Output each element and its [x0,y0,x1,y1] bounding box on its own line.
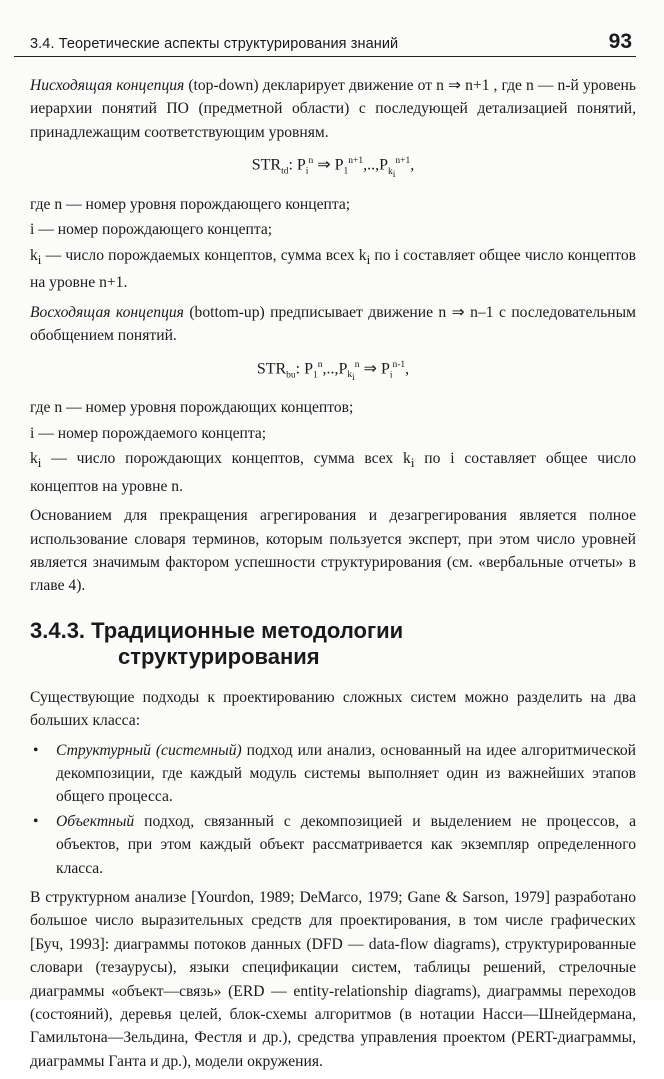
topdown-formula: $STR_{td}$: $P_i^n$ ⇒ $P_1^{n+1},..,P_{k_i}^{n+1}$, [251,156,415,180]
bottomup-text: (bottom-up) предписывает движение n ⇒ n–1 с последовательным обобщением понятий. [30,303,636,345]
running-head: 3.4. Теоретические аспекты структурирования знаний [30,36,399,52]
section-heading [30,618,636,670]
bullet-icon: • [33,812,39,830]
bottomup-term: Восходящая концепция [30,303,184,321]
page-number: 93 [608,30,632,53]
section-intro: Существующие подходы к проектированию сложных систем можно разделить на два больших класса: [30,688,636,730]
section-heading-line1: 3.4.3. Традиционные методологии [30,617,404,643]
approaches-list [30,739,636,880]
page-body [30,74,636,1079]
structured-analysis-paragraph: В структурном анализе [Yourdon, 1989; DeMarco, 1979; Gane & Sarson, 1979] разработано большое число выразительных средств для проектирования, в том числе графических [Буч, 1993]: диаграммы потоков данных (DFD — data-flow diagrams), структурированные словари (тезаурусы), языки спецификации систем, таблицы решений, стрелочные диаграммы «объект—связь» (ERD — entity-relationship diagrams), диаграммы переходов (состояний), деревья целей, блок-схемы алгоритмов (в нотации Насси—Шнейдермана, Гамильтона—Зельдина, Фестля и др.), средства управления проектом (PERT-диаграммы, диаграммы Ганта и др.), модели окружения. [30,889,636,1070]
list-item: • Структурный (системный) подход или анализ, основанный на идее алгоритмической декомпозиции, где каждый модуль системы выполняет один из важнейших этапов общего процесса. [30,739,636,809]
topdown-term: Нисходящая концепция [30,77,185,94]
topdown-def-i: i — номер порождающего концепта; [30,221,273,239]
bottomup-formula: $STR_{bu}$: $P_1^n,..,P_{k_i}^n$ ⇒ $P_i^{n-1}$, [256,359,410,383]
page-header [14,28,636,57]
bullet-icon: • [33,741,39,759]
list-item: • Объектный подход, связанный с декомпозицией и выделением не процессов, а объектов, при этом каждый объект рассматривается как экземпляр определенного класса. [30,810,636,880]
stop-criteria-paragraph: Основанием для прекращения агрегирования и дезагрегирования является полное использование словаря терминов, которым пользуется эксперт, при этом число уровней является значимым фактором успешности структурирования (см. «вербальные отчеты» в главе 4). [30,507,636,595]
topdown-def-k: $k_i$ — число порождаемых концептов, сумма всех $k_i$ по i составляет общее число концептов на уровне n+1. [30,246,636,292]
topdown-def-n: где n — номер уровня порождающего концепта; [30,196,351,214]
bottomup-def-i: i — номер порождаемого концепта; [30,424,267,442]
bottomup-def-k: $k_i$ — число порождающих концептов, сумма всех $k_i$ по i составляет общее число концептов на уровне n. [30,450,636,495]
bottomup-def-n: где n — номер уровня порождающих концептов; [30,399,354,417]
section-heading-line2: структурирования [118,643,320,669]
topdown-paragraph [30,74,636,144]
topdown-text: (top-down) декларирует движение от n ⇒ n+1 , где n — n-й уровень иерархии понятий ПО (предметной области) с последующей детализацией понятий, принадлежащим соответствующим уровням. [30,77,636,141]
bottomup-paragraph [30,301,636,348]
